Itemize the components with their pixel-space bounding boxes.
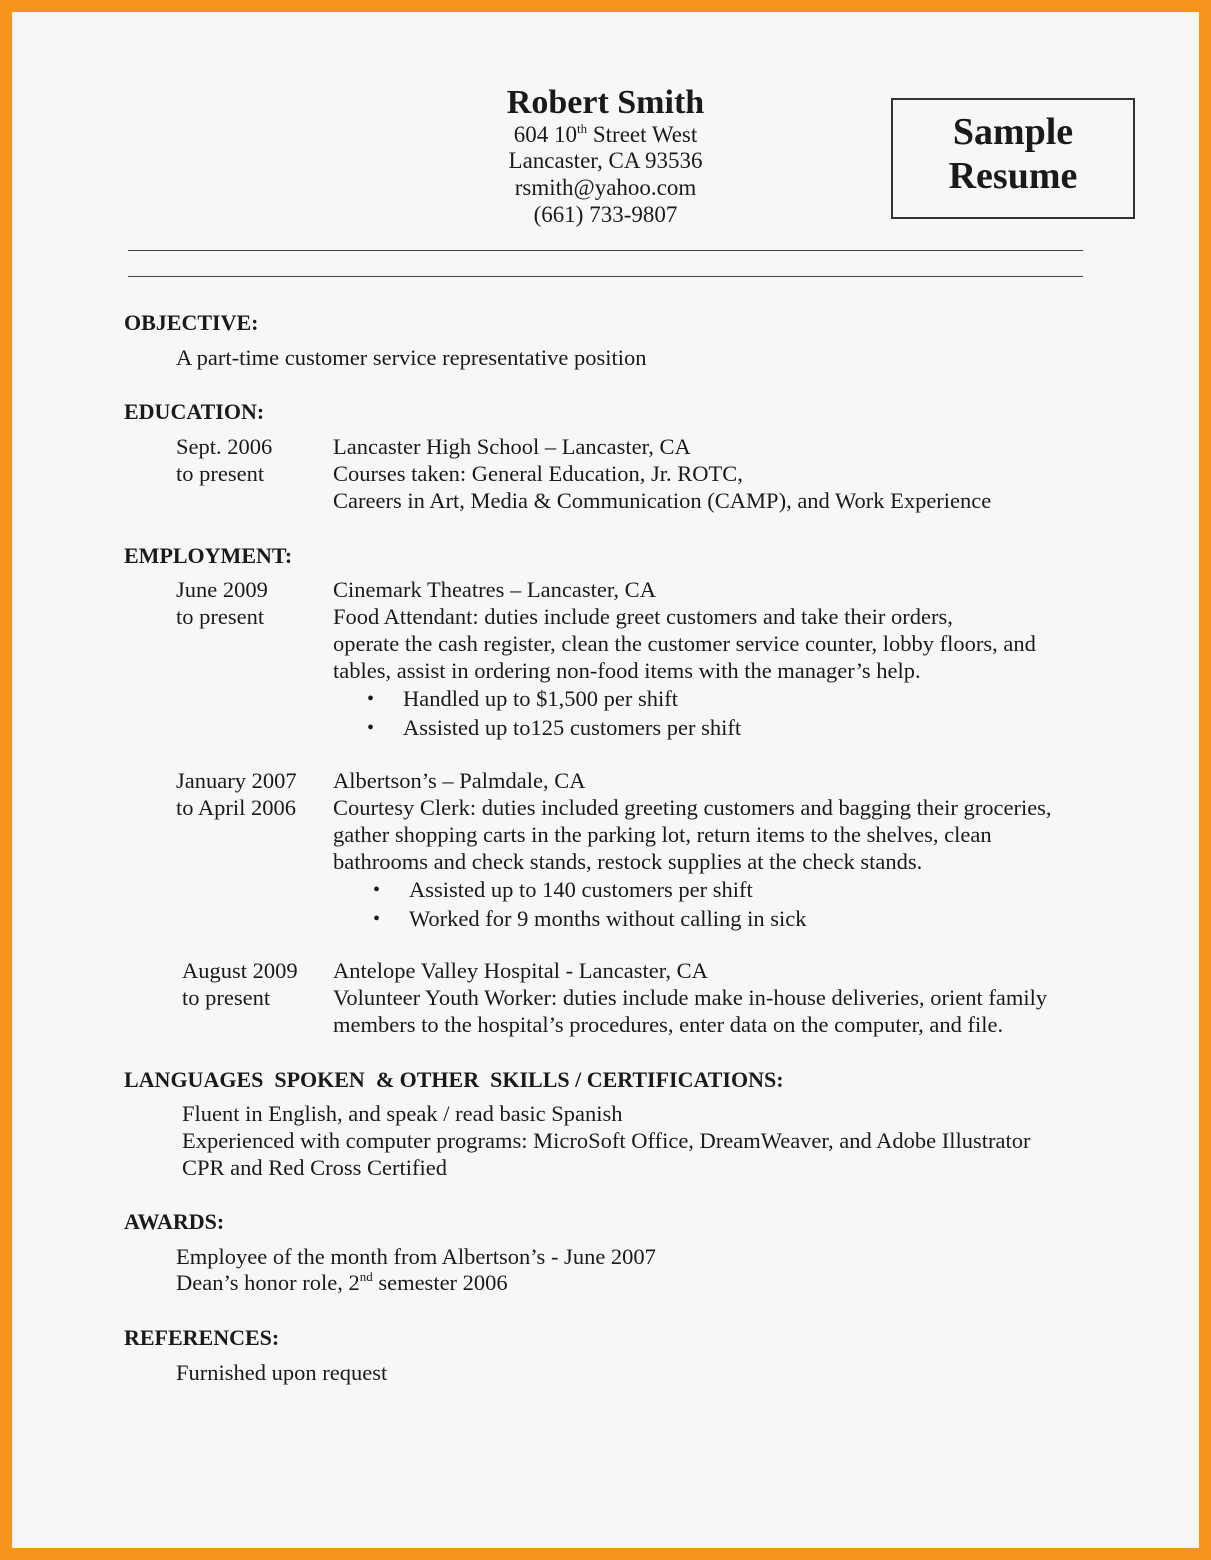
bullet-icon: • [367,688,375,710]
employment-heading: EMPLOYMENT: [124,543,293,568]
job-line: Cinemark Theatres – Lancaster, CA [333,577,656,602]
bullet-icon: • [367,717,375,739]
stamp-line-1: Sample [952,111,1074,153]
award-line: Dean’s honor role, 2nd semester 2006 [176,1269,508,1295]
job-date-end: to April 2006 [176,795,297,820]
skills-line: CPR and Red Cross Certified [182,1155,447,1180]
job-line: gather shopping carts in the parking lot, return items to the shelves, clean [333,822,992,847]
education-date-end: to present [176,461,265,486]
job-bullet-text: Handled up to $1,500 per shift [403,686,678,711]
job-line: tables, assist in ordering non-food items with the manager’s help. [333,658,921,683]
education-line: Lancaster High School – Lancaster, CA [333,434,691,459]
job-date-start: August 2009 [182,958,298,983]
job-line: Food Attendant: duties include greet customers and take their orders, [333,604,953,629]
skills-line: Experienced with computer programs: MicroSoft Office, DreamWeaver, and Adobe Illustrator [182,1128,1031,1153]
job-date-end: to present [176,604,265,629]
education-line: Careers in Art, Media & Communication (CAMP), and Work Experience [333,488,992,513]
city-line: Lancaster, CA 93536 [508,148,703,173]
resume-name: Robert Smith [506,84,705,121]
job-date-end: to present [182,985,271,1010]
bullet-icon: • [373,908,381,930]
job-line: members to the hospital’s procedures, enter data on the computer, and file. [333,1012,1004,1037]
skills-heading: LANGUAGES SPOKEN & OTHER SKILLS / CERTIFICATIONS: [124,1067,784,1092]
job-date-start: June 2009 [176,577,268,602]
job-line: Volunteer Youth Worker: duties include make in-house deliveries, orient family [333,985,1048,1010]
job-date-start: January 2007 [176,768,297,793]
phone-line: (661) 733-9807 [533,202,678,227]
references-text: Furnished upon request [176,1360,388,1385]
job-line: Antelope Valley Hospital - Lancaster, CA [333,958,708,983]
job-bullet-text: Worked for 9 months without calling in sick [409,906,807,931]
job-line: bathrooms and check stands, restock supplies at the check stands. [333,849,923,874]
job-line: Albertson’s – Palmdale, CA [333,768,586,793]
job-bullet-text: Assisted up to125 customers per shift [403,715,742,740]
education-line: Courses taken: General Education, Jr. ROTC, [333,461,743,486]
award-line: Employee of the month from Albertson’s - June 2007 [176,1244,656,1269]
divider-rule-1 [128,250,1083,251]
awards-heading: AWARDS: [124,1209,225,1234]
job-line: operate the cash register, clean the customer service counter, lobby floors, and [333,631,1036,656]
job-line: Courtesy Clerk: duties included greeting customers and bagging their groceries, [333,795,1052,820]
objective-text: A part-time customer service representative position [176,345,647,370]
stamp-line-2: Resume [948,155,1078,197]
job-bullet-text: Assisted up to 140 customers per shift [409,877,753,902]
objective-heading: OBJECTIVE: [124,310,259,335]
bullet-icon: • [373,879,381,901]
references-heading: REFERENCES: [124,1325,280,1350]
email-line: rsmith@yahoo.com [514,175,697,200]
divider-rule-2 [128,276,1083,277]
education-date-start: Sept. 2006 [176,434,273,459]
education-heading: EDUCATION: [124,399,265,424]
skills-line: Fluent in English, and speak / read basic Spanish [182,1101,623,1126]
sample-resume-box [891,98,1135,219]
address-line: 604 10th Street West [513,121,698,147]
